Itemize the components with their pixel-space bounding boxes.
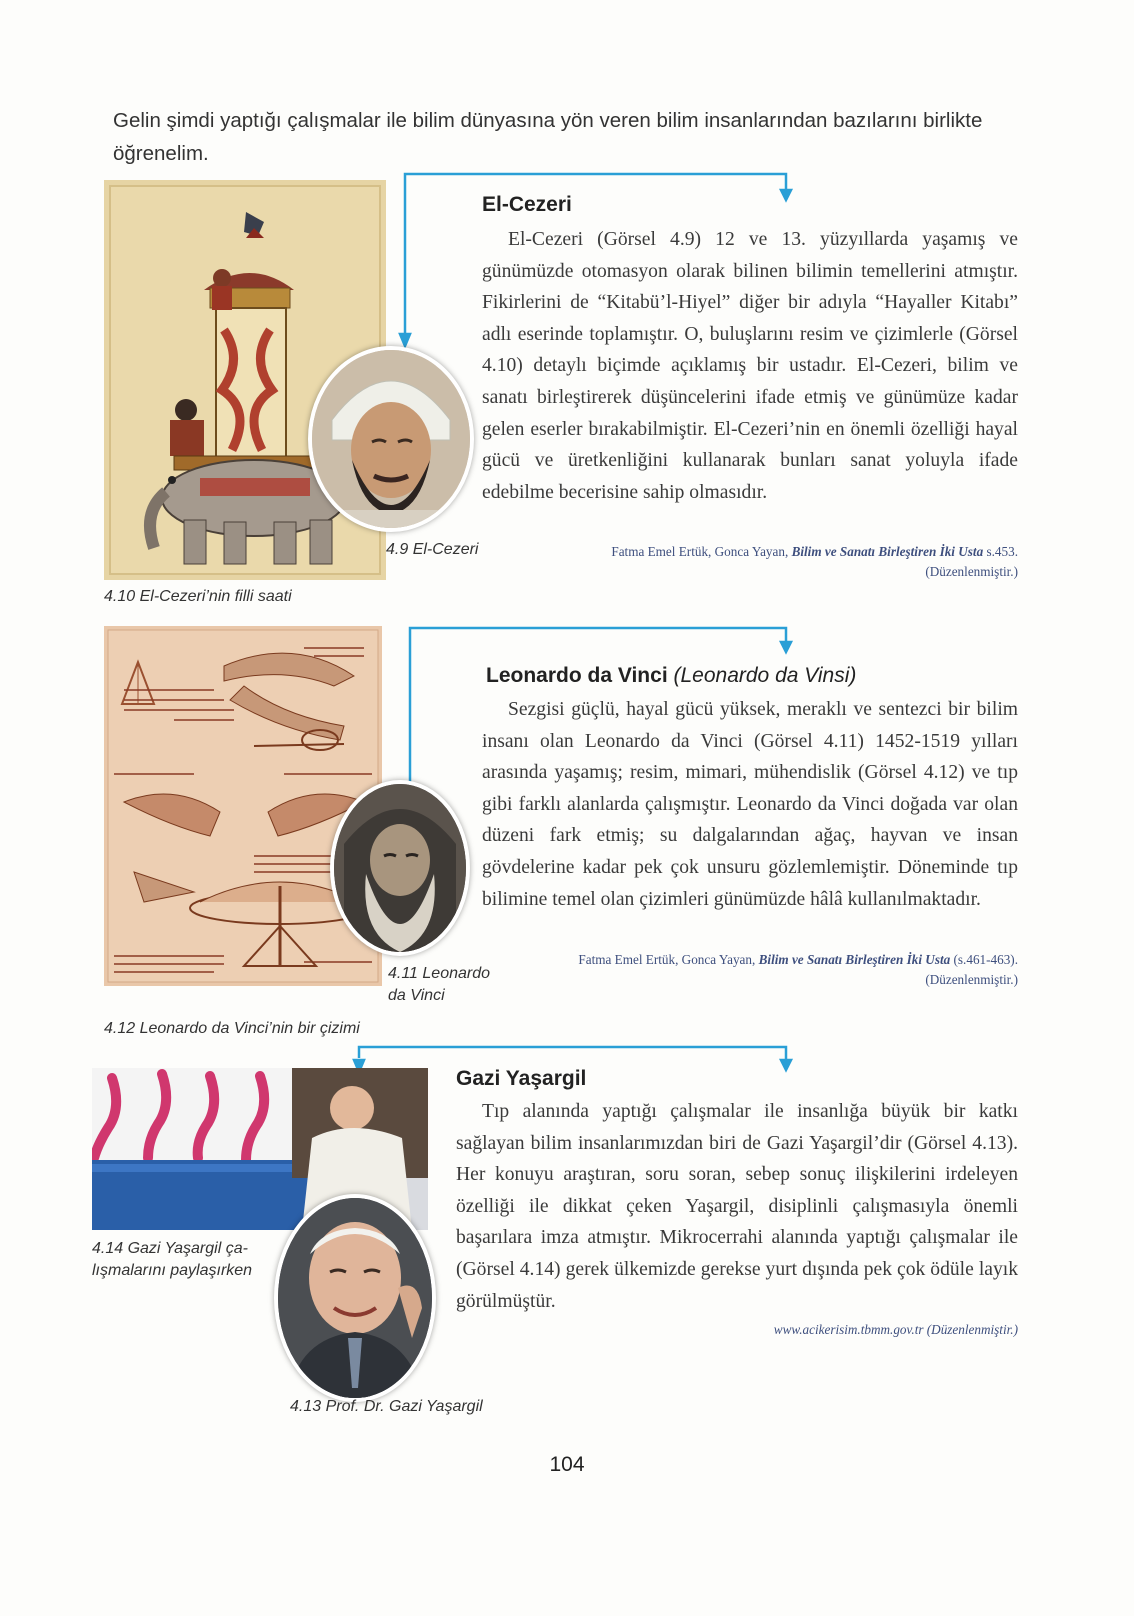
yasargil-lecture-caption bbox=[92, 1238, 268, 1282]
el-cezeri-body bbox=[482, 224, 1018, 508]
intro-text: Gelin şimdi yaptığı çalışmalar ile bilim dünyasına yön veren bilim insanlarından bazılarını birlikte öğrenelim. bbox=[113, 109, 983, 165]
source-book: Bilim ve Sanatı Birleştiren İki Usta bbox=[758, 952, 951, 967]
leonardo-portrait-caption-line1: 4.11 Leonardo bbox=[388, 965, 491, 982]
el-cezeri-portrait bbox=[308, 346, 474, 532]
source-book: Bilim ve Sanatı Birleştiren İki Usta bbox=[791, 544, 984, 559]
source-note: (Düzenlenmiştir.) bbox=[925, 972, 1018, 987]
source-pages: (s.461-463). bbox=[950, 952, 1018, 967]
el-cezeri-title: El-Cezeri bbox=[482, 193, 572, 216]
leonardo-portrait bbox=[330, 780, 470, 956]
leonardo-portrait-caption bbox=[388, 963, 490, 1007]
leonardo-source bbox=[500, 950, 1018, 990]
el-cezeri-paragraph: El-Cezeri (Görsel 4.9) 12 ve 13. yüzyıllarda yaşamış ve günümüzde otomasyon olarak bilinen bilimin temellerini atmıştır. Fikirlerini de “Kitabü’l-Hiyel” diğer bir adıyla “Hayaller Kitabı” adlı eserinde toplamıştır. O, buluşlarını resim ve çizimlerle (Görsel 4.10) detaylı biçimde açıklamış bir ustadır. El-Cezeri, bilim ve sanatı birleştirerek düşüncelerini ifade etmiş ve günümüze kadar gelen eserler bırakabilmiştir. El-Cezeri’nin en önemli özelliği hayal gücü ve üretkenliğini kullanarak bunları sanat yoluyla ifade edebilme becerisine sahip olmasıdır. bbox=[482, 229, 1018, 503]
leonardo-portrait-caption-line2: da Vinci bbox=[388, 987, 445, 1004]
page-number: 104 bbox=[549, 1453, 585, 1476]
leonardo-drawing-caption: 4.12 Leonardo da Vinci’nin bir çizimi bbox=[104, 1020, 360, 1037]
yasargil-title: Gazi Yaşargil bbox=[456, 1067, 587, 1090]
leonardo-title-alt: (Leonardo da Vinsi) bbox=[673, 664, 857, 687]
leonardo-paragraph: Sezgisi güçlü, hayal gücü yüksek, meraklı ve sentezci bir bilim insanı olan Leonardo da Vinci (Görsel 4.11) 1452-1519 yılları arasında yaşamış; resim, mimari, mühendislik (Görsel 4.12) ve tıp gibi farklı alanlarda çalışmıştır. Leonardo da Vinci doğada var olan düzeni fark etmiş; su dalgalarından ağaç, hayvan ve insan gövdelerine kadar pek çok unsuru gözlemlemiştir. Döneminde tıp bilimine temel olan çizimleri günümüzde hâlâ kullanılmaktadır. bbox=[482, 699, 1018, 910]
source-note: (Düzenlenmiştir.) bbox=[925, 564, 1018, 579]
leonardo-body bbox=[482, 694, 1018, 915]
yasargil-source: www.acikerisim.tbmm.gov.tr (Düzenlenmiştir.) bbox=[773, 1322, 1018, 1337]
source-authors: Fatma Emel Ertük, Gonca Yayan, bbox=[578, 952, 759, 967]
el-cezeri-source bbox=[520, 542, 1018, 582]
yasargil-body bbox=[456, 1096, 1018, 1317]
leonardo-title-name: Leonardo da Vinci bbox=[486, 664, 668, 687]
yasargil-lecture-caption-line2: lışmalarını paylaşırken bbox=[92, 1262, 253, 1279]
yasargil-paragraph: Tıp alanında yaptığı çalışmalar ile insanlığa büyük bir katkı sağlayan bilim insanlarımızdan biri de Gazi Yaşargil’dir (Görsel 4.13). Her konuyu araştıran, soru soran, sebep sonuç ilişkilerini irdeleyen özelliği ile dikkat çeken Yaşargil, disiplinli çalışmasıyla önemli başarılara imza atmıştır. Mikrocerrahi alanında yaptığı çalışmalar ile (Görsel 4.14) gerek ülkemizde gerekse yurt dışında pek çok ödüle layık görülmüştür. bbox=[456, 1101, 1018, 1312]
yasargil-lecture-caption-line1: 4.14 Gazi Yaşargil ça- bbox=[92, 1240, 248, 1257]
leonardo-title bbox=[486, 664, 856, 688]
leonardo-drawing-image bbox=[104, 626, 382, 986]
elephant-clock-caption: 4.10 El-Cezeri’nin filli saati bbox=[104, 588, 292, 605]
source-pages: s.453. bbox=[983, 544, 1018, 559]
el-cezeri-portrait-caption: 4.9 El-Cezeri bbox=[386, 541, 479, 558]
yasargil-portrait bbox=[274, 1194, 436, 1402]
source-authors: Fatma Emel Ertük, Gonca Yayan, bbox=[611, 544, 792, 559]
yasargil-portrait-caption: 4.13 Prof. Dr. Gazi Yaşargil bbox=[290, 1398, 483, 1415]
